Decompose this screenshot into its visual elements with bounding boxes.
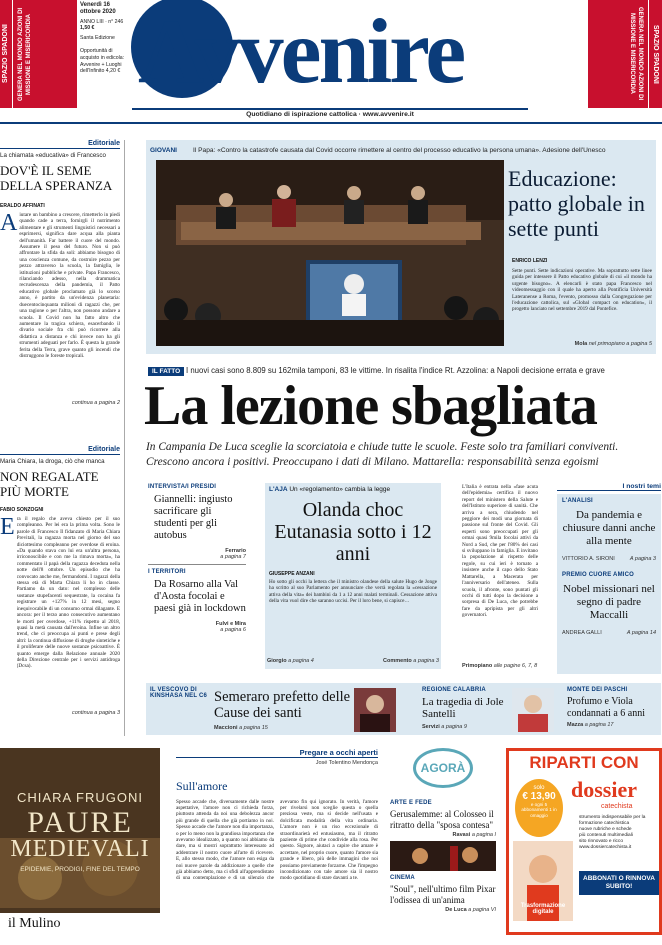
lead-body: Sette punti. Sette indicazioni operative. Ma soprattutto sette linee guida per intessere il Patto educativo globale di cui «il mondo ha urgente bisogno». A elencarli è stato papa Francesco nel videomessaggio con il quale ha aperto alla Pontificia Università Lateranense a Roma, l'evento, promosso dalla Congregazione per l'educazione cattolica, sul «Global compact on education», il progetto lanciato nel settembre 2019 dal Pontefice. [512,268,652,313]
main-deck: In Campania De Luca sceglie la scorciatoia e chiude tutte le scuole. Feste solo tra familiari conviventi. Crescono ancora i positivi. Preoccupano i dati di Milano. Mattarella: responsabilità senza egoismi [146,441,619,468]
main-strap: I nuovi casi sono 8.809 su 162mila tamponi, 83 le vittime. In risalita l'indice Rt. Azzolina: a Napoli decisione errata e grave [186,366,605,375]
agora-photo [390,841,496,871]
band-ref3-author: Mazza [567,722,584,728]
dossier-bullets [579,815,661,851]
dossier-ad[interactable] [506,748,662,935]
agora-label-2: CINEMA [390,875,415,881]
main-headline[interactable]: La lezione sbagliata [144,375,597,437]
lead-headline[interactable]: Educazione: patto globale in sette punti [508,166,645,241]
editorial2-kicker: Maria Chiara, la droga, ciò che manca [0,458,105,465]
band-item-3[interactable] [567,687,661,728]
masthead-left-box: GENERA NEL MONDO AZIONI DI MISSIONE E MISERICORDIA [13,0,77,108]
band-label-1: IL VESCOVO DI KINSHASA NEL C6 [150,687,208,699]
col3-ref[interactable] [462,663,542,669]
col2-ref-c: Commento [383,658,412,664]
masthead-subtitle: Quotidiano di ispirazione cattolica · www.avvenire.it [246,111,414,118]
editorial2-headline[interactable]: NON REGALATE PIÙ MORTE [0,469,99,499]
editorial2-section: Editoriale [0,446,120,455]
col4-label-1: L'ANALISI [562,498,593,504]
col4-ref1-author: VITTORIO A. SIRONI [562,556,615,562]
band-ref1-author: Maccioni [214,725,238,731]
dossier-solo: solo [533,785,545,791]
lead-photo-svg [156,160,504,346]
col2-ref-a: Giorgio [267,658,287,664]
lead-ref[interactable] [512,341,652,347]
masthead-issue: ANNO LIII · n° 246 [80,18,124,25]
editorial-kicker: La chiamata «educativa» di Francesco [0,152,106,159]
masthead-side-right: SPAZIO SPADONI [649,0,662,108]
masthead-info [80,2,128,75]
col4-ref2-author: ANDREA GALLI [562,630,602,636]
col1-head-2[interactable]: Da Rosarno alla Val d'Aosta focolai e paesi già in lockdown [154,579,246,614]
band-ref1-page: a pagina 15 [239,725,268,731]
col2-strap: Un «regolamento» cambia la legge [289,486,391,493]
dossier-price: € 13,90 [522,791,556,802]
col1-ref2-page: a pagina 6 [220,627,246,633]
lead-strap: Il Papa: «Contro la catastrofe causata dal Covid occorre rimettere al centro del processo educativo la persona umana». Adesione dell'Unesco [193,147,606,154]
editorial-dropcap: A [0,210,18,236]
col1-label-1: INTERVISTA/I PRESIDI [148,484,217,490]
main-col-1 [148,484,246,680]
band-ref2-author: Servizi [422,724,440,730]
dossier-cta[interactable]: ABBONATI O RINNOVA SUBITO! [579,871,659,895]
book-ad-subtitle: EPIDEMIE, PRODIGI, FINE DEL TEMPO [20,866,140,873]
left-col-divider [124,140,125,736]
editorial-1 [0,140,120,406]
book-ad-author: CHIARA FRUGONI [17,790,143,805]
band-label-3: MONTE DEI PASCHI [567,687,628,693]
band-item-2[interactable] [422,687,510,730]
main-col-4 [557,483,661,674]
header-divider [0,122,662,124]
lead-ref-author: Mola [574,341,588,347]
col2-body: Ho sotto gli occhi la lettera che il ministro olandese della salute Hugo de Jonge ha scritto al suo Parlamento per annunciare che verrà regolata la «cessazione attiva della vita» dei bambini da 1 a 12 anni malati terminali. Cessazione attiva della vita vuol dire che saranno uccisi. Per il loro bene, si capisce… [269,579,437,605]
editorial-section: Editoriale [0,140,120,149]
book-ad[interactable] [0,748,160,935]
band-avatar-1 [354,688,396,732]
band-label-2: REGIONE CALABRIA [422,687,486,693]
dossier-bullet: sito rinnovato e ricco www.dossiercatechista.it [579,839,632,850]
editorial-2 [0,446,120,716]
agora [390,748,496,913]
editorial2-author: FABIO SONZOGNI [0,507,44,513]
col2-label: L'AJA [269,486,288,493]
col4-ref1-page: A pagina 3 [629,556,656,562]
masthead-date: Venerdì 16 ottobre 2020 [80,2,116,15]
pregare-body: Spesso accade che, diversamente dalle nostre aspettative, l'amore non ci richieda forza, piuttosto attenda da noi una debolezza ancor più grande di quella che già portiamo in noi. Spesso accade che l'amore non dia importanza, o per lo meno non la grandiosa importanza che avevamo idealizzato, a quanto noi abbiamo da dare, ma si mostri soprattutto interessato ad addentrare il nostro cuore all'arte di ricevere. E, allo stesso modo, che l'amore non esiga da noi nuove parole da addizionare a quelle che già abbiamo detto, ma ci sfidi all'apprendistato di una contemplazione e di un silenzio che avevamo fin qui ignorato. In verità, l'amore per rivelarsi non sceglie questa o quella preziosa veste, ma si decide nell'usata e dolcificata modalità della vita ordinaria. L'amore non è un riso eccezionale di straordinarietà ed entusiasmo, ma il ritratto paziente di prime che condivide alla rosa. Per questo. Signore, aiutaci a capire che amare è accettare, nel proprio cuore, quanto l'amore sia grande e libero, più delle immagini che noi possiamo previamente forzarne. Che l'impegno incondizionato con tale amore sia il nostro modo quotidiano di stare davanti a te. [176,798,378,882]
band-ref3-page: a pagina 17 [584,722,614,728]
col4-head-2[interactable]: Nobel missionari nel segno di padre Maccalli [563,583,655,621]
agora-ref1-author: Ravasi [452,832,471,838]
agora-head-1[interactable]: Gerusalemme: al Colosseo il ritratto della "sposa contesa" [390,809,494,830]
agora-head-2[interactable]: "Soul", nell'ultimo film Pixar l'odissea di un'anima [390,884,496,905]
dossier-bullet: nuove rubriche e schede [579,827,632,832]
lead-author: ENRICO LENZI [512,258,548,264]
dossier-brand2: catechista [601,803,633,810]
band-avatar-2 [512,688,554,732]
col4-head-1[interactable]: Da pandemia e chiusure danni anche alla mente [562,509,656,547]
col4-ref2-page: A pagina 14 [626,630,656,636]
col1-ref1-author: Ferrario [225,548,246,554]
col1-head-1[interactable]: Giannelli: ingiusto sacrificare gli studenti per gli autobus [154,494,233,541]
agora-ref1-page: a pagina I [471,832,496,838]
editorial-body: iutare un bambino a crescere, rimetterlo in piedi quando cade a terra, fornirgli il nutrimento alimentare e gli strumenti linguistici necessari a esprimersi, significa dare acqua alla pianta dell'umanità. Far battere il cuore del mondo. Assumere il peso del futuro. Non si può affrontare la sfida da soli: abbiamo bisogno di una coscienza comune, da costruire pezzo per pezzo attraverso la scuola, la famiglia, le istituzioni pubbliche e private. Papa Francesco, rilanciando adesso, nella drammatica recrudescenza della pandemia, il Patto educativo globale proclamato già lo scorso anno, è partito da un'evidenza planetaria: duecentocinquanta milioni di ragazzi che, per una ragione o per l'altra, non possono andare a scuola. Il Covid non ha fatto altro che aumentare la tragica schiera, esacerbando il divario sociale fra chi può ricorrere alla didattica a distanza e chi invece non ha gli strumenti adeguati per farlo. È questa la grande ferita della Terra, grave quanto gli incendi che distruggono le foreste tropicali. [19,212,120,359]
lead-ref-page: nel primopiano a pagina 5 [588,341,652,347]
band-head-1: Semeraro prefetto delle Cause dei santi [214,689,351,721]
masthead-right-box: GENERA NEL MONDO AZIONI DI MISSIONE E MISERICORDIA [588,0,648,108]
masthead-side-left: SPAZIO SPADONI [0,0,12,108]
col1-ref-2 [148,621,246,633]
dossier-ad-head: RIPARTI CON [529,753,639,772]
col3-body: L'Italia è entrata nella «fase acuta dell'epidemia» certifica il nuovo report del ministero della Salute e dell'Istituto superiore di sanità. Che arriva a sera, chiudendo nel peggiore dei modi una giornata di passione sul fronte del Covid. Gli esperti sono preoccupati per gli ormai quasi 9mila focolai attivi da Nord a Sud, che per l'80% dei casi si sviluppano in famiglia. E invitano la popolazione al rispetto delle regole, su cui ieri è tornato a insistere anche il capo dello Stato Mattarella, a Macerata per l'anniversario dell'ateneo. Sulla scuola, il afronte, sono puntati gli occhi di tutti dopo la decisione a sorpresa di De Luca, che potrebbe fare da apripista per gli altri governatori. [462,484,538,619]
masthead-option: Opportunità di acquisto in edicola: Avvenire + Luoghi dell'Infinito 4,20 € [80,47,125,75]
pregare-headline[interactable]: Sull'amore [176,779,228,793]
band-head-2: La tragedia di Jole Santelli [422,696,504,720]
band-ref2-page: a pagina 9 [441,724,467,730]
col3-ref-a: Primopiano [462,663,493,669]
agora-label-1: ARTE E FEDE [390,800,432,806]
pregare-byline: José Tolentino Mendonça [315,760,378,766]
editorial2-dropcap: E [0,514,15,540]
dossier-bullet: strumento indispensabile per la formazione catechistica [579,815,646,826]
band-head-3: Profumo e Viola condannati a 6 anni [567,696,646,719]
editorial2-cont[interactable]: continua a pagina 3 [71,710,120,716]
col1-ref-1 [148,548,246,560]
dossier-mag-title: Trasformazione digitale [520,903,566,915]
col1-ref2-author: Fulvi e Mira [215,621,246,627]
masthead-price: 1,50 € [80,25,95,32]
dossier-mag [513,841,573,921]
lead-photo [156,160,504,346]
dossier-offer: e ogni 5 abbonamenti 1 in omaggio [521,802,557,818]
dossier-price-badge [515,779,563,837]
editorial-cont[interactable]: continua a pagina 2 [71,400,120,406]
col2-refs[interactable] [267,658,439,664]
book-ad-publisher: il Mulino [8,916,61,931]
book-ad-title-2: MEDIEVALI [10,836,150,862]
masthead-title[interactable]: Avvenire [138,0,464,102]
main-col-2 [265,483,441,669]
col2-headline[interactable]: Olanda choc Eutanasia sotto i 12 anni [274,499,432,565]
editorial-headline[interactable]: DOV'È IL SEME DELLA SPERANZA [0,163,113,193]
book-ad-title-1: PAURE [27,806,133,839]
main-label: IL FATTO [148,367,184,376]
editorial-author: ERALDO AFFINATI [0,203,45,209]
col4-section: I nostri temi [557,483,661,491]
col2-ref-b: a pagina 4 [288,658,314,664]
lead-label: GIOVANI [150,147,177,154]
col1-ref1-page: a pagina 7 [220,554,246,560]
dossier-brand: dossier [571,777,637,802]
pregare [176,748,378,945]
agora-ref2-author: De Luca [445,907,467,913]
pregare-section: Pregare a occhi aperti [176,748,378,758]
col2-ref-d: a pagina 3 [413,658,439,664]
col2-author: GIUSEPPE ANZANI [269,571,315,577]
masthead-rule [132,108,528,110]
editorial2-body: ra il regalo che aveva chiesto per il suo compleanno. Per lei era la prima volta. Sono le parole di Francesco Il fidanzato di Maria Chiara Previtali, la ragazza morta nel giorno del suo diciottesimo compleanno per overdose di eroina. «Da quando stava con lui era un'altra persona, irriconoscibile e con me la rimava morta», ha commentato il papà della ragazza deceduta nella notte dell'8 ottobre. Un episodio che ha convocato anche me, fermandomi. I ragazzi della stessa età di Marta Chiara li ho in classe. Partiamo da un dato: nel complesso delle sostanze stupefacenti sequestrate, la cocaina fa registrare un +127% in 12 mesi, segno inequivocabile di un consumo ormai dilagante. E ancora: per il terzo anno consecutivo aumentano le morti per overdose, +11% rispetto al 2018, quasi la metà causata dall'eroina. Infine un altro trend, che ci preoccupa ai punti e prese degli altri: la continua diffusione di droghe sintetiche e il proliferare delle nuove sostanze psicoattive. È quanto emerge dalla Relazione annuale 2020 della Direzione centrale per i servizi antidroga (Dcsa). [16,516,120,670]
masthead-edition: Santa Edizione [80,35,115,42]
agora-ref2-page: a pagina VI [468,907,496,913]
col4-label-2: PREMIO CUORE AMICO [562,572,635,578]
dossier-bullet: più contenuti multimediali [579,833,633,838]
col3-ref-b: alle pagine 6, 7, 8 [493,663,538,669]
agora-logo: AGORÀ [413,748,473,788]
col1-label-2: I TERRITORI [148,569,186,575]
